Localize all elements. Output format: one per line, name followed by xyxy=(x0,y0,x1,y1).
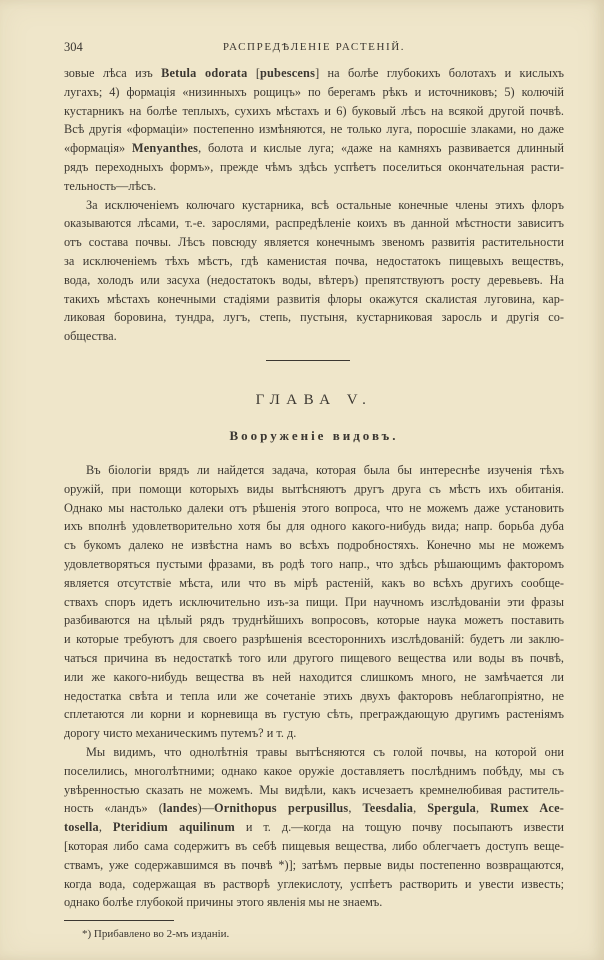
text-run: , болота и кислые луга; «даже на камняхъ развивается длинный xyxy=(198,141,564,156)
text-line: сплетаются ли корни и корневища въ густую сѣть, преграждающую другимъ растеніямъ xyxy=(64,707,564,722)
latin-term: pubescens xyxy=(259,66,316,80)
paragraph xyxy=(64,64,564,196)
text-line: поселились, многолѣтними; однако какое оружіе доставляетъ послѣднимъ побѣду, мы съ xyxy=(64,763,564,778)
footnote-rule xyxy=(64,920,174,921)
latin-term: Spergula xyxy=(427,801,476,816)
text-line: является отсутствіе мѣста, или что въ мірѣ растеній, какъ во всѣхъ другихъ сообще- xyxy=(64,575,564,590)
text-line: лугахъ; 4) формація «низинныхъ рощицъ» по берегамъ рѣкъ и источниковъ; 5) колючій xyxy=(64,84,564,99)
text-run: «формація» xyxy=(64,141,132,156)
text-line: дорогу чисто механическимъ путемъ? и т. д. xyxy=(64,726,297,741)
text-line: недостатка свѣта и тепла или же сочетаніе этихъ двухъ факторовъ неблагопріятно, не xyxy=(64,688,564,703)
paragraph xyxy=(64,461,564,743)
text-run: и т. д.—когда на тощую почву посыпаютъ извести xyxy=(234,820,564,835)
text-line xyxy=(64,64,564,83)
text-line: увѣренностью сказать не можемъ. Мы видѣли, какъ исчезаетъ кремнелюбивая раститель- xyxy=(64,782,564,797)
text-line: когда вода, содержащая въ растворѣ углекислоту, успѣетъ растворить и увести известь; xyxy=(64,876,564,891)
latin-term: Rumex Ace- xyxy=(490,801,565,816)
paragraph xyxy=(64,743,564,912)
page-header xyxy=(64,38,564,56)
latin-term: landes xyxy=(162,801,198,816)
chapter-title: Вооруженіе видовъ. xyxy=(229,428,399,443)
chapter-divider-rule xyxy=(266,360,350,361)
text-line xyxy=(64,799,564,818)
text-line: Всѣ другія «формаціи» постепенно измѣняются, не только луга, поросшіе злаками, но даже xyxy=(64,122,564,137)
text-run: , xyxy=(413,801,428,816)
text-line: Мы видимъ, что однолѣтнія травы вытѣсняются съ голой почвы, на которой они xyxy=(86,744,564,759)
text-line: кустарникъ на болѣе теплыхъ, сухихъ мѣстахъ и 6) буковый лѣсъ на всякой другой почвѣ. xyxy=(64,103,564,118)
text-line: общества. xyxy=(64,329,117,344)
text-line: отъ состава почвы. Лѣсъ повсюду является конечнымъ звеномъ развитія растительности xyxy=(64,235,564,250)
text-run: ность «ландъ» ( xyxy=(64,801,163,816)
text-section-continued xyxy=(64,64,564,346)
text-line: чаться причина въ недостаткѣ того или другого пищевого вещества или воды въ почвѣ, xyxy=(64,650,564,665)
latin-term: Teesdalia xyxy=(362,801,414,816)
footnote: *) Прибавлено во 2-мъ изданіи. xyxy=(82,928,230,940)
text-line: такихъ мѣстахъ конечными стадіями развитія флоры окажутся скалистая луговина, кар- xyxy=(64,291,564,306)
text-line: [которая либо сама содержитъ въ себѣ пищевыя вещества, либо облегчаетъ доступъ веще- xyxy=(64,838,564,853)
text-run: ] на болѣе глубокихъ болотахъ и кислыхъ xyxy=(315,66,565,80)
text-section-chapter xyxy=(64,461,564,912)
text-line: или же какого-нибудь вещества въ ней находится слишкомъ много, не замѣчается ли xyxy=(64,669,564,684)
text-line: удовлетворяться пустыми фразами, въ родѣ того напр., что здѣсь рѣшающимъ факторомъ xyxy=(64,556,564,571)
text-line: ликовая боровина, тундра, лугъ, степь, пустыня, кустарниковая заросль и другія со- xyxy=(64,310,564,325)
text-line xyxy=(64,818,564,837)
text-line: оказываются лѣсами, т.-е. зарослями, распредѣленіе коихъ въ данной мѣстности зависитъ xyxy=(64,216,564,231)
text-line: вода, холодъ или засуха (недостатокъ воды, вѣтеръ) препятствуютъ росту деревьевъ. На xyxy=(64,272,564,287)
latin-term: Betula odorata xyxy=(161,66,248,80)
chapter-number: ГЛАВА V. xyxy=(255,392,373,408)
latin-term: Ornithopus perpusillus xyxy=(213,801,349,816)
text-line: тельность—лѣсъ. xyxy=(64,178,157,193)
page-number: 304 xyxy=(64,40,83,54)
text-run: )— xyxy=(197,801,214,816)
running-title: РАСПРЕДѢЛЕНІЕ РАСТЕНІЙ. xyxy=(222,41,406,53)
text-line: и которые требуютъ для своего разрѣшенія всестороннихъ изслѣдованій: будетъ ли заклю- xyxy=(64,632,564,647)
text-run: , xyxy=(475,801,491,816)
latin-term: Menyanthes xyxy=(131,141,199,156)
text-line: Въ біологіи врядъ ли найдется задача, которая была бы интереснѣе изученія тѣхъ xyxy=(86,463,564,477)
text-run: , xyxy=(98,820,113,835)
text-line: ствахъ споръ идетъ исключительно изъ-за пищи. При научномъ изслѣдованіи эти фразы xyxy=(64,594,564,609)
text-line xyxy=(64,139,564,158)
text-line: За исключеніемъ колючаго кустарника, всѣ остальные конечные члены этихъ флоръ xyxy=(86,197,564,212)
text-line: Однако мы настолько далеки отъ рѣшенія этого вопроса, что не можемъ даже установить xyxy=(64,500,564,515)
latin-term: Pteridium aquilinum xyxy=(112,820,235,835)
text-line: разбиваются на цѣлый рядъ труднѣйшихъ вопросовъ, которые наука можетъ поставить xyxy=(64,613,564,628)
text-line: рядъ переходныхъ формъ», прежде чѣмъ здѣсь успѣетъ поселиться окончательная расти- xyxy=(64,159,564,174)
text-line: оружій, при помощи которыхъ виды вытѣсняютъ другъ друга съ мѣстъ ихъ обитанія. xyxy=(64,481,564,496)
text-run: зовые лѣса изъ xyxy=(64,66,162,80)
text-run: [ xyxy=(247,66,260,80)
text-line: однако болѣе глубокой причины этого явленія мы не знаемъ. xyxy=(64,895,383,910)
text-line: ствамъ, уже содержавшимся въ почвѣ *)]; затѣмъ первые виды постепенно возвращаются, xyxy=(64,857,564,872)
latin-term: tosella xyxy=(64,820,99,835)
text-line: за исключеніемъ тѣхъ мѣстъ, гдѣ каменистая почва, недостатокъ пищевыхъ веществъ, xyxy=(64,253,564,268)
text-line: ихъ вполнѣ удовлетворительно хотя бы для одного какого-нибудь вида; напр. борьба дуба xyxy=(64,519,564,534)
text-line: съ букомъ далеко не извѣстна намъ во всѣхъ подробностяхъ. Конечно мы не можемъ xyxy=(64,538,564,553)
paragraph xyxy=(64,196,564,346)
text-run: , xyxy=(348,801,363,816)
